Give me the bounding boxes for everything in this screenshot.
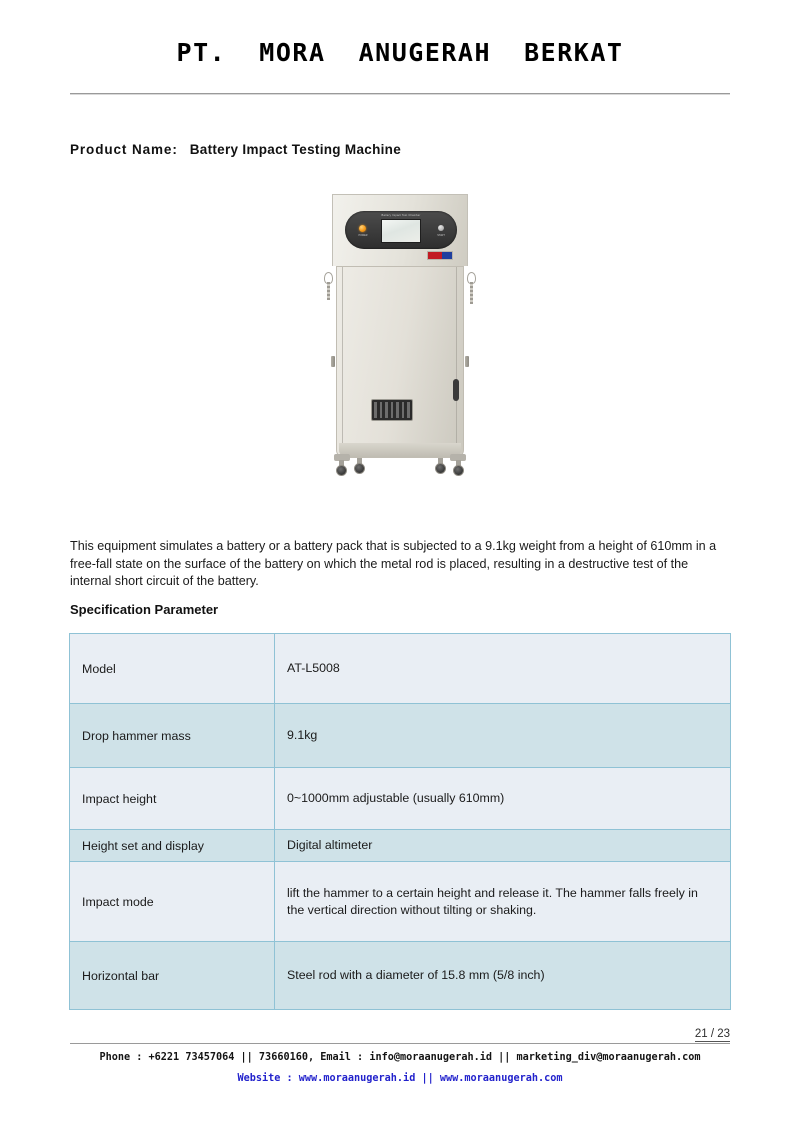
specification-heading: Specification Parameter bbox=[70, 602, 219, 617]
spec-name-cell: Impact mode bbox=[70, 862, 275, 942]
caster-wheel bbox=[336, 465, 347, 476]
cabinet-hinge-left bbox=[331, 356, 335, 367]
spec-name-cell: Impact height bbox=[70, 768, 275, 830]
brand-logo-badge bbox=[427, 251, 453, 260]
page-number-value: 21 / 23 bbox=[694, 1028, 730, 1040]
start-button-icon bbox=[438, 225, 444, 231]
spec-value-cell: Digital altimeter bbox=[275, 830, 731, 862]
cabinet-door-handle bbox=[453, 379, 459, 401]
caster-wheel bbox=[453, 465, 464, 476]
table-row bbox=[70, 634, 731, 704]
header-divider bbox=[70, 93, 730, 95]
battery-impact-testing-machine-illustration bbox=[314, 186, 486, 494]
console-bezel bbox=[345, 211, 457, 249]
caster-wheel-rear-right bbox=[435, 458, 446, 474]
product-name-value: Battery Impact Testing Machine bbox=[189, 142, 402, 157]
vent-slat bbox=[402, 402, 405, 418]
caster-wheel-rear-left bbox=[354, 458, 365, 474]
vent-slat bbox=[407, 402, 410, 418]
caster-wheel bbox=[354, 463, 365, 474]
footer-divider bbox=[70, 1043, 730, 1044]
product-name-line bbox=[70, 142, 401, 157]
power-indicator-lamp-icon bbox=[359, 225, 366, 232]
vent-slat bbox=[374, 402, 377, 418]
caster-wheel-front-right bbox=[453, 460, 464, 476]
brand-logo-red-block bbox=[428, 252, 442, 259]
spec-name-cell: Horizontal bar bbox=[70, 942, 275, 1010]
vent-slat bbox=[391, 402, 394, 418]
table-row bbox=[70, 942, 731, 1010]
product-image bbox=[0, 186, 800, 496]
machine-cabinet bbox=[336, 266, 464, 458]
cabinet-base bbox=[339, 443, 461, 457]
console-caption: Battery Impact Test Chamber bbox=[381, 214, 421, 217]
spec-value-cell: AT-L5008 bbox=[275, 634, 731, 704]
brand-logo-blue-block bbox=[442, 252, 452, 259]
hmi-touchscreen bbox=[381, 219, 421, 243]
ventilation-grille bbox=[371, 399, 413, 421]
caster-wheel bbox=[435, 463, 446, 474]
table-row bbox=[70, 862, 731, 942]
page-number bbox=[0, 1028, 800, 1040]
document-header bbox=[0, 0, 800, 95]
spec-value-cell: 9.1kg bbox=[275, 704, 731, 768]
footer-website-line: Website : www.moraanugerah.id || www.moraanugerah.com bbox=[237, 1073, 563, 1084]
table-row bbox=[70, 704, 731, 768]
specification-table bbox=[69, 633, 731, 1010]
table-row bbox=[70, 830, 731, 862]
cabinet-hinge-right bbox=[465, 356, 469, 367]
vent-slat bbox=[385, 402, 388, 418]
latch-chain-right bbox=[470, 282, 473, 304]
spec-name-cell: Drop hammer mass bbox=[70, 704, 275, 768]
cabinet-door-edge-left bbox=[342, 267, 343, 443]
cabinet-door-edge-right bbox=[456, 267, 457, 443]
start-button-label: START bbox=[437, 234, 445, 237]
spec-value-cell: Steel rod with a diameter of 15.8 mm (5/8 inch) bbox=[275, 942, 731, 1010]
product-name-label: Product Name: bbox=[70, 142, 178, 157]
spec-name-cell: Height set and display bbox=[70, 830, 275, 862]
machine-console bbox=[332, 194, 468, 266]
footer-contact-line: Phone : +6221 73457064 || 73660160, Email : info@moraanugerah.id || marketing_div@moraanugerah.com bbox=[99, 1052, 701, 1063]
spec-name-cell: Model bbox=[70, 634, 275, 704]
vent-slat bbox=[380, 402, 383, 418]
spec-value-cell: lift the hammer to a certain height and release it. The hammer falls freely in the vertical direction without tilting or shaking. bbox=[275, 862, 731, 942]
product-description: This equipment simulates a battery or a battery pack that is subjected to a 9.1kg weight from a height of 610mm in a free-fall state on the surface of the battery on which the metal rod is placed, resulting in a destructive test of the internal short circuit of the battery. bbox=[70, 539, 717, 588]
power-indicator-label: POWER bbox=[358, 234, 368, 237]
company-title: PT. MORA ANUGERAH BERKAT bbox=[176, 38, 624, 67]
caster-wheel-front-left bbox=[336, 460, 347, 476]
vent-slat bbox=[396, 402, 399, 418]
spec-value-cell: 0~1000mm adjustable (usually 610mm) bbox=[275, 768, 731, 830]
table-row bbox=[70, 768, 731, 830]
specification-table-body bbox=[70, 634, 731, 1010]
latch-chain-left bbox=[327, 282, 330, 300]
